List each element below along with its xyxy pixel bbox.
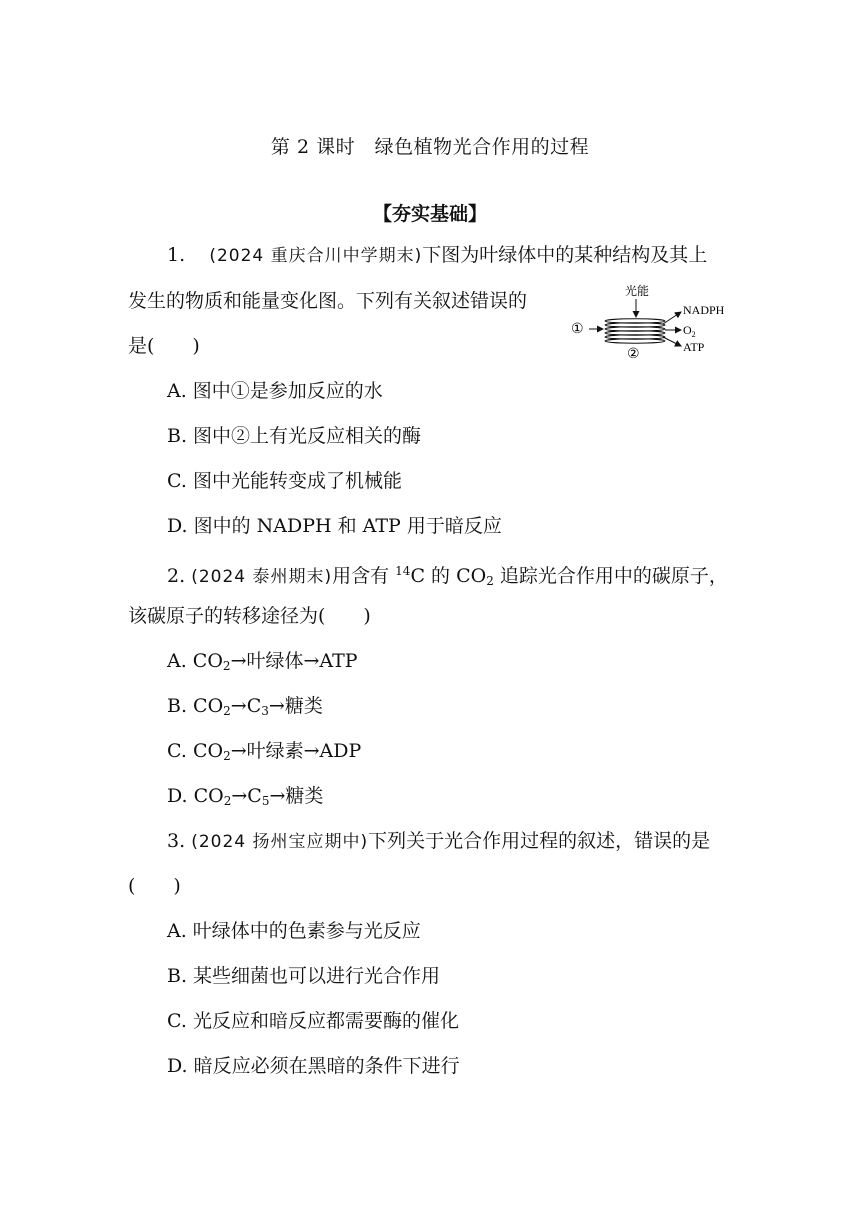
- question-3-line-2: ( ): [128, 875, 181, 897]
- question-number: 1.: [167, 244, 186, 266]
- question-stem: 用含有: [332, 565, 396, 587]
- q3-option-d: D. 暗反应必须在黑暗的条件下进行: [167, 1055, 460, 1077]
- page-title: 第 2 课时 绿色植物光合作用的过程: [270, 136, 590, 158]
- question-number: 3.: [167, 830, 186, 852]
- question-2-line-1: [167, 559, 728, 593]
- question-1-line-1: [167, 243, 707, 268]
- q3-option-a: A. 叶绿体中的色素参与光反应: [167, 920, 421, 942]
- q1-option-a: A. 图中①是参加反应的水: [167, 380, 383, 402]
- question-stem: 下列关于光合作用过程的叙述，错误的是: [368, 830, 711, 852]
- q3-option-c: C. 光反应和暗反应都需要酶的催化: [167, 1010, 459, 1032]
- question-2-line-2: 该碳原子的转移途径为( ): [128, 605, 371, 627]
- q1-option-c: C. 图中光能转变成了机械能: [167, 470, 402, 492]
- thylakoid-diagram: [565, 284, 735, 364]
- thylakoid-stack: [605, 319, 665, 343]
- input-label: ①: [571, 322, 584, 337]
- atp-label: ATP: [683, 340, 705, 354]
- question-1-line-2: 发生的物质和能量变化图。下列有关叙述错误的: [128, 290, 528, 312]
- o2-label: $O_2$: [683, 323, 696, 339]
- question-stem: 追踪光合作用中的碳原子，: [493, 565, 728, 587]
- q2-option-c: C. $CO_2\to$叶绿素→ADP: [167, 740, 362, 763]
- question-stem: C 的 CO: [410, 565, 487, 587]
- question-number: 2.: [167, 565, 186, 587]
- atp-arrow: [663, 337, 681, 346]
- q2-option-b: B. $CO_2\to C_3\to$糖类: [167, 695, 323, 718]
- question-1-line-3: 是( ): [128, 335, 200, 357]
- question-source: (2024 扬州宝应期中): [191, 832, 369, 852]
- q2-option-d: D. $CO_2\to C_5\to$糖类: [167, 785, 324, 808]
- q2-option-a: A. $CO_2\to$叶绿体→ATP: [167, 650, 358, 673]
- isotope-superscript: 14: [395, 564, 411, 578]
- nadph-arrow: [663, 312, 681, 324]
- nadph-label: NADPH: [683, 303, 725, 317]
- section-heading: 【夯实基础】: [372, 203, 487, 225]
- question-source: (2024 重庆合川中学期末): [209, 246, 423, 266]
- q1-option-b: B. 图中②上有光反应相关的酶: [167, 425, 422, 447]
- membrane-label: ②: [627, 347, 640, 362]
- question-stem: 下图为叶绿体中的某种结构及其上: [422, 244, 708, 266]
- question-3-line-1: [167, 829, 710, 854]
- q3-option-b: B. 某些细菌也可以进行光合作用: [167, 965, 441, 987]
- light-label: 光能: [625, 284, 650, 298]
- subscript: 2: [486, 574, 494, 588]
- question-source: (2024 泰州期末): [191, 567, 333, 587]
- q1-option-d: D. 图中的 NADPH 和 ATP 用于暗反应: [167, 515, 502, 537]
